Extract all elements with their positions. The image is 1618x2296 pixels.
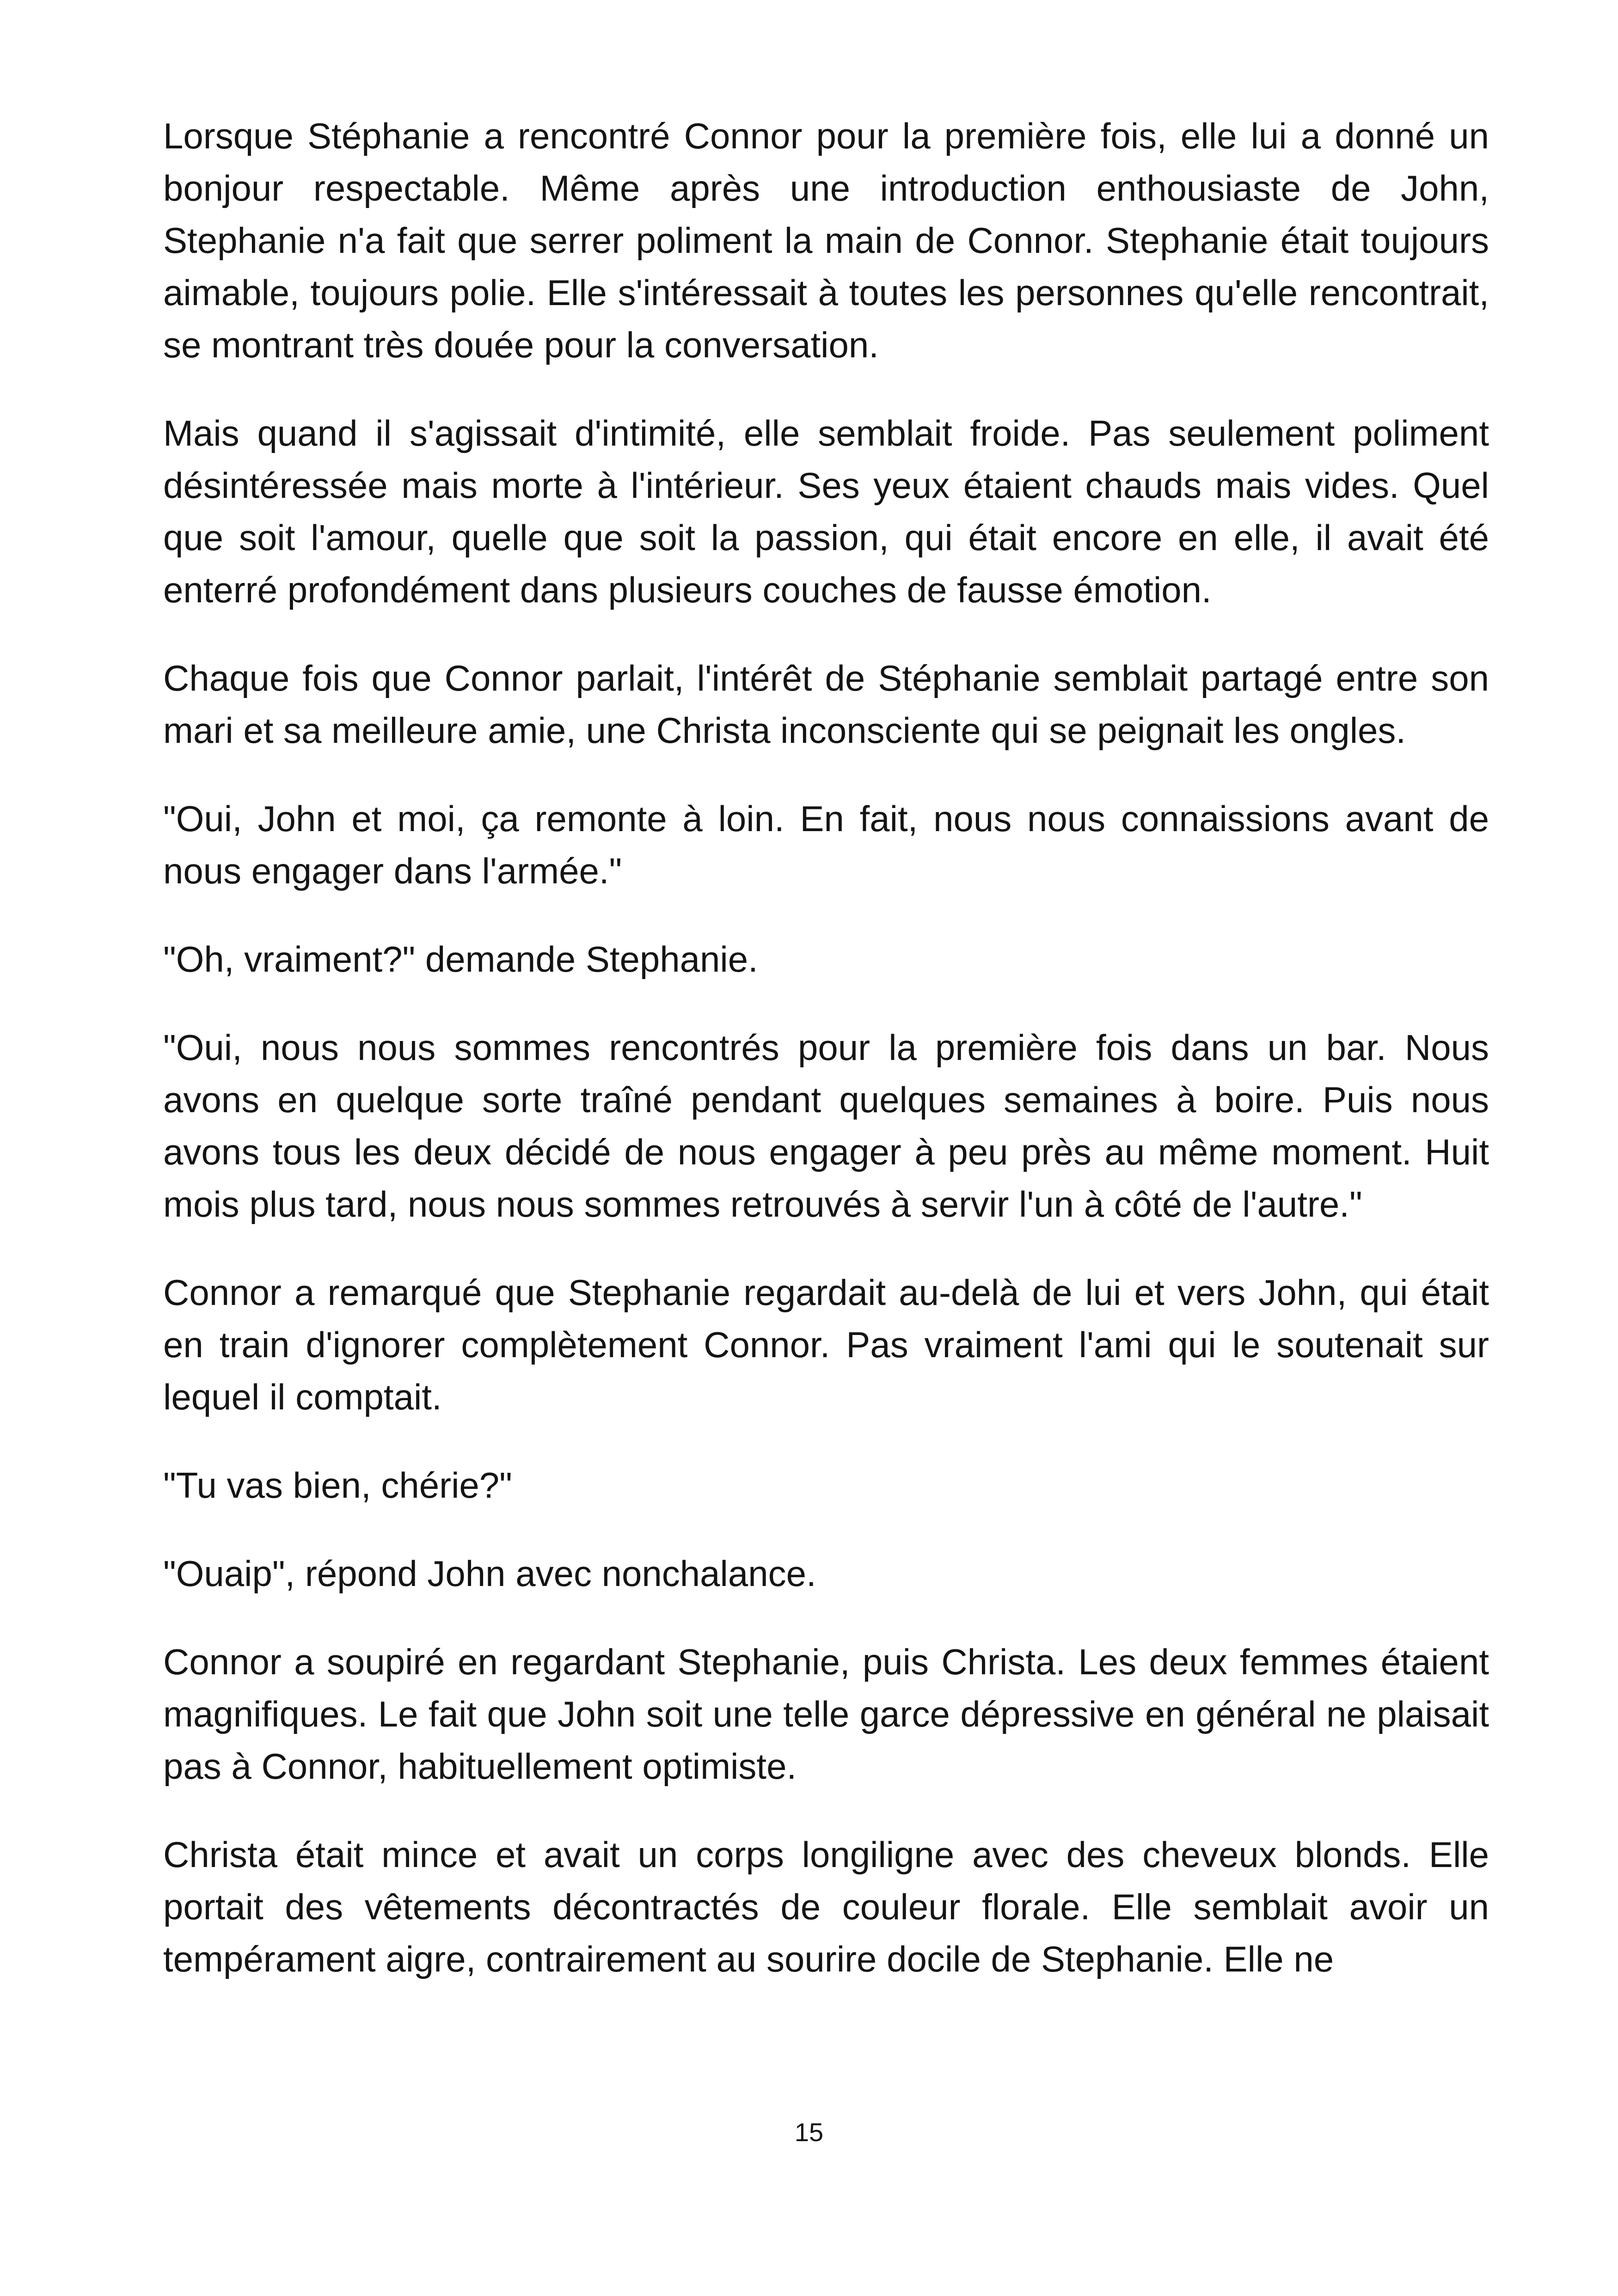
paragraph: "Oui, John et moi, ça remonte à loin. En fait, nous nous connaissions avant de nous engager dans l'armée." [163, 798, 1489, 891]
body-text [163, 110, 1489, 1985]
paragraph: "Ouaip", répond John avec nonchalance. [163, 1553, 816, 1594]
paragraph: "Oui, nous nous sommes rencontrés pour la première fois dans un bar. Nous avons en quelque sorte traîné pendant quelques semaines à boire. Puis nous avons tous les deux décidé de nous engager à peu près au même moment. Huit mois plus tard, nous nous sommes retrouvés à servir l'un à côté de l'autre." [163, 1027, 1489, 1225]
paragraph: Christa était mince et avait un corps longiligne avec des cheveux blonds. Elle portait des vêtements décontractés de couleur florale. Elle semblait avoir un tempérament aigre, contrairement au sourire docile de Stephanie. Elle ne [163, 1834, 1489, 1979]
paragraph: Lorsque Stéphanie a rencontré Connor pour la première fois, elle lui a donné un bonjour respectable. Même après une introduction enthousiaste de John, Stephanie n'a fait que serrer poliment la main de Connor. Stephanie était toujours aimable, toujours polie. Elle s'intéressait à toutes les personnes qu'elle rencontrait, se montrant très douée pour la conversation. [163, 116, 1489, 365]
paragraph: Connor a soupiré en regardant Stephanie, puis Christa. Les deux femmes étaient magnifiques. Le fait que John soit une telle garce dépressive en général ne plaisait pas à Connor, habituellement optimiste. [163, 1641, 1489, 1787]
page-number: 15 [794, 2118, 824, 2147]
paragraph: "Tu vas bien, chérie?" [163, 1465, 512, 1506]
paragraph: Connor a remarqué que Stephanie regardait au-delà de lui et vers John, qui était en train d'ignorer complètement Connor. Pas vraiment l'ami qui le soutenait sur lequel il comptait. [163, 1272, 1489, 1417]
paragraph: Mais quand il s'agissait d'intimité, elle semblait froide. Pas seulement poliment désintéressée mais morte à l'intérieur. Ses yeux étaient chauds mais vides. Quel que soit l'amour, quelle que soit la passion, qui était encore en elle, il avait été enterré profondément dans plusieurs couches de fausse émotion. [163, 413, 1489, 610]
paragraph: Chaque fois que Connor parlait, l'intérêt de Stéphanie semblait partagé entre son mari et sa meilleure amie, une Christa inconsciente qui se peignait les ongles. [163, 658, 1489, 751]
paragraph: "Oh, vraiment?" demande Stephanie. [163, 939, 758, 980]
